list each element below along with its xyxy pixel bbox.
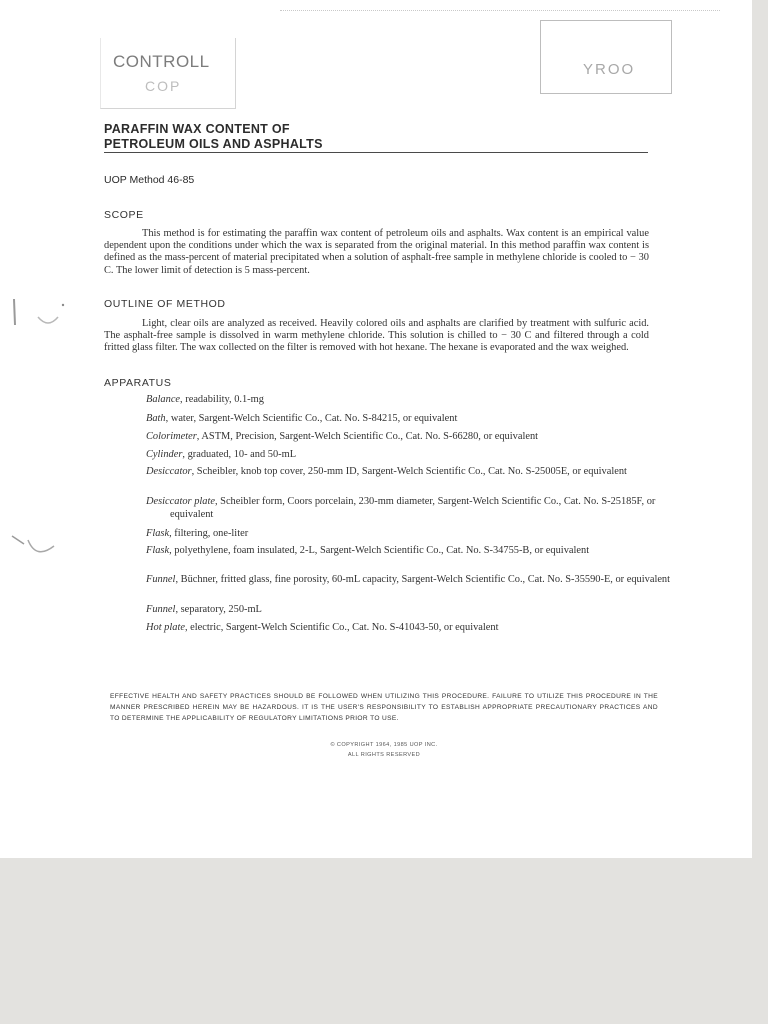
- stamp-text-line-1: CONTROLL: [113, 52, 210, 71]
- apparatus-item: [146, 496, 676, 521]
- scope-heading: SCOPE: [104, 209, 144, 221]
- punch-hole-mark-upper: [8, 295, 68, 335]
- apparatus-item: [146, 574, 676, 587]
- apparatus-desc: , Büchner, fritted glass, fine porosity, 60-mL capacity, Sargent-Welch Scientific Co., Cat. No. S-35590-E, or equivalent: [175, 574, 671, 585]
- outline-paragraph: Light, clear oils are analyzed as received. Heavily colored oils and asphalts are clarified by treatment with sulfuric acid. The asphalt-free sample is dissolved in warm methylene chloride. This solution is chilled to − 30 C and filtered through a cold fritted glass filter. The wax collected on the filter is removed with hot hexane. The hexane is evaporated and the wax weighed.: [104, 318, 649, 354]
- apparatus-heading: APPARATUS: [104, 377, 172, 389]
- apparatus-item: [146, 466, 676, 479]
- apparatus-item: [146, 431, 676, 444]
- apparatus-name: Funnel: [146, 604, 176, 615]
- document-title: [104, 122, 323, 152]
- apparatus-item: [146, 604, 676, 617]
- apparatus-item: [146, 622, 676, 635]
- apparatus-name: Flask: [146, 545, 170, 556]
- title-divider: [104, 152, 648, 153]
- apparatus-desc: , water, Sargent-Welch Scientific Co., Cat. No. S-84215, or equivalent: [165, 413, 458, 424]
- apparatus-item: [146, 449, 676, 462]
- apparatus-desc: , Scheibler form, Coors porcelain, 230-mm diameter, Sargent-Welch Scientific Co., Cat. No. S-25185F, or equivalent: [170, 496, 656, 520]
- apparatus-name: Funnel: [146, 574, 176, 585]
- apparatus-desc: , ASTM, Precision, Sargent-Welch Scientific Co., Cat. No. S-66280, or equivalent: [196, 431, 539, 442]
- apparatus-desc: , separatory, 250-mL: [175, 604, 262, 615]
- apparatus-desc: , graduated, 10- and 50-mL: [182, 449, 297, 460]
- copyright-notice: [234, 740, 534, 760]
- apparatus-name: Desiccator: [146, 466, 192, 477]
- apparatus-desc: , filtering, one-liter: [169, 528, 249, 539]
- copy-stamp-box: [540, 20, 672, 94]
- scan-edge-line: [280, 10, 720, 19]
- title-line-1: PARAFFIN WAX CONTENT OF: [104, 122, 290, 136]
- apparatus-item: [146, 413, 676, 426]
- apparatus-desc: , readability, 0.1-mg: [180, 394, 264, 405]
- apparatus-desc: , polyethylene, foam insulated, 2-L, Sargent-Welch Scientific Co., Cat. No. S-34755-B, or equivalent: [169, 545, 590, 556]
- apparatus-name: Desiccator plate: [146, 496, 215, 507]
- scope-paragraph: This method is for estimating the paraffin wax content of petroleum oils and asphalts. Wax content is an empirical value dependent upon the conditions under which the wax is separated from the original material. In this method paraffin wax content is defined as the mass-percent of material precipitated when a solution of asphalt-free sample in methylene chloride is cooled to − 30 C. The lower limit of detection is 5 mass-percent.: [104, 228, 649, 276]
- stamp-box-line-2: YROO: [583, 61, 636, 78]
- apparatus-item: [146, 528, 676, 541]
- apparatus-name: Flask: [146, 528, 170, 539]
- apparatus-name: Balance: [146, 394, 181, 405]
- copyright-line-2: ALL RIGHTS RESERVED: [347, 752, 421, 758]
- apparatus-name: Hot plate: [146, 622, 185, 633]
- title-line-2: PETROLEUM OILS AND ASPHALTS: [104, 137, 323, 151]
- apparatus-name: Colorimeter: [146, 431, 197, 442]
- apparatus-name: Bath: [146, 413, 166, 424]
- apparatus-desc: , Scheibler, knob top cover, 250-mm ID, Sargent-Welch Scientific Co., Cat. No. S-25005E, or equivalent: [191, 466, 627, 477]
- punch-hole-mark-lower: [6, 530, 66, 566]
- apparatus-item: [146, 394, 676, 407]
- stamp-text-line-2: COP: [145, 78, 182, 94]
- copyright-line-1: © COPYRIGHT 1964, 1985 UOP INC.: [330, 742, 438, 748]
- apparatus-name: Cylinder: [146, 449, 183, 460]
- apparatus-desc: , electric, Sargent-Welch Scientific Co., Cat. No. S-41043-50, or equivalent: [184, 622, 499, 633]
- apparatus-item: [146, 545, 676, 558]
- outline-heading: OUTLINE OF METHOD: [104, 298, 226, 310]
- method-number: UOP Method 46-85: [104, 174, 195, 186]
- safety-notice: EFFECTIVE HEALTH AND SAFETY PRACTICES SHOULD BE FOLLOWED WHEN UTILIZING THIS PROCEDURE. FAILURE TO UTILIZE THIS PROCEDURE IN THE MANNER PRESCRIBED HEREIN MAY BE HAZARDOUS. IT IS THE USER'S RESPONSIBILITY TO ESTABLISH APPROPRIATE PRECAUTIONARY PRACTICES AND TO DETERMINE THE APPLICABILITY OF REGULATORY LIMITATIONS PRIOR TO USE.: [110, 693, 658, 722]
- controlled-copy-stamp: [100, 38, 236, 109]
